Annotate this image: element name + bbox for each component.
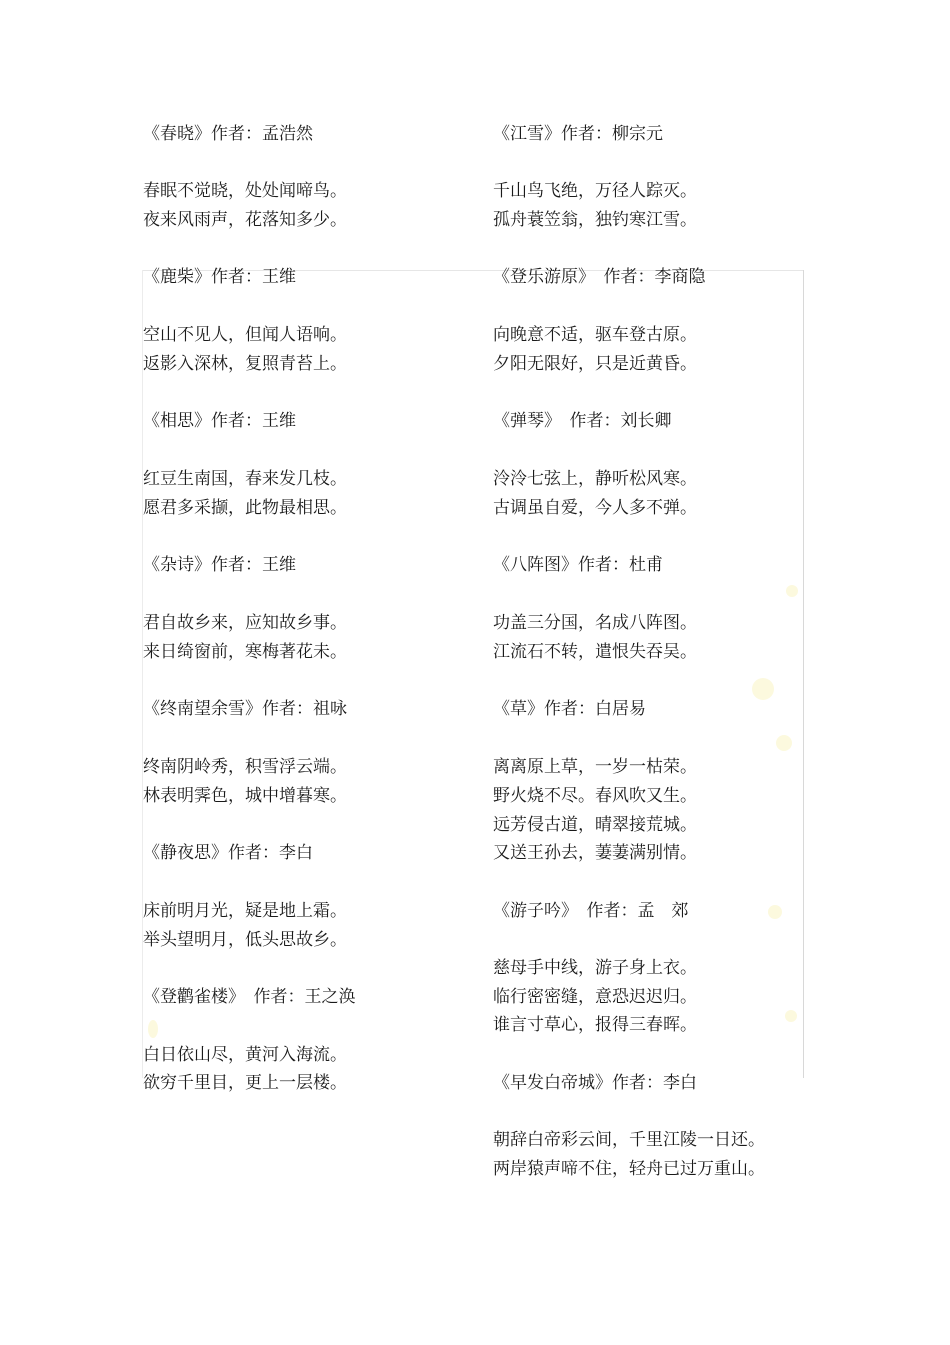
poem-line: 红豆生南国，春来发几枝。: [143, 469, 347, 489]
poem-title: 《草》作者：白居易: [493, 699, 646, 719]
scan-speckle: [768, 905, 782, 919]
scan-speckle: [785, 1010, 797, 1022]
poem-line: 林表明霁色，城中增暮寒。: [143, 786, 347, 806]
poem-line: 千山鸟飞绝，万径人踪灭。: [493, 181, 697, 201]
poem-line: 两岸猿声啼不住，轻舟已过万重山。: [493, 1159, 765, 1179]
poem-line: 春眠不觉晓，处处闻啼鸟。: [143, 181, 347, 201]
poem-line: 愿君多采撷，此物最相思。: [143, 498, 347, 518]
poem-title: 《早发白帝城》作者：李白: [493, 1073, 697, 1093]
poem-title: 《终南望余雪》作者：祖咏: [143, 699, 347, 719]
poem-line: 返影入深林，复照青苔上。: [143, 354, 347, 374]
poem-line: 临行密密缝，意恐迟迟归。: [493, 987, 697, 1007]
poem-line: 君自故乡来，应知故乡事。: [143, 613, 347, 633]
poem-line: 古调虽自爱，今人多不弹。: [493, 498, 697, 518]
poem-line: 来日绮窗前，寒梅著花未。: [143, 642, 347, 662]
scan-speckle: [786, 585, 798, 597]
poem-line: 谁言寸草心，报得三春晖。: [493, 1015, 697, 1035]
poem-line: 朝辞白帝彩云间，千里江陵一日还。: [493, 1130, 765, 1150]
scan-speckle: [148, 1020, 158, 1038]
poem-line: 功盖三分国，名成八阵图。: [493, 613, 697, 633]
scan-speckle: [752, 678, 774, 700]
poem-line: 欲穷千里目，更上一层楼。: [143, 1073, 347, 1093]
poem-title: 《鹿柴》作者：王维: [143, 267, 296, 287]
poem-title: 《登鹳雀楼》 作者：王之涣: [143, 987, 356, 1007]
frame-line-left: [142, 270, 143, 1078]
poem-title: 《杂诗》作者：王维: [143, 555, 296, 575]
poem-line: 床前明月光，疑是地上霜。: [143, 901, 347, 921]
scan-speckle: [776, 735, 792, 751]
poem-title: 《八阵图》作者：杜甫: [493, 555, 663, 575]
poem-title: 《静夜思》作者：李白: [143, 843, 313, 863]
poem-line: 离离原上草，一岁一枯荣。: [493, 757, 697, 777]
poem-line: 举头望明月，低头思故乡。: [143, 930, 347, 950]
frame-line-right: [803, 270, 804, 1078]
poem-line: 向晚意不适，驱车登古原。: [493, 325, 697, 345]
poem-title: 《登乐游原》 作者：李商隐: [493, 267, 706, 287]
poem-line: 孤舟蓑笠翁，独钓寒江雪。: [493, 210, 697, 230]
poem-line: 夕阳无限好，只是近黄昏。: [493, 354, 697, 374]
poem-title: 《相思》作者：王维: [143, 411, 296, 431]
poem-title: 《游子吟》 作者：孟 郊: [493, 901, 689, 921]
poem-line: 白日依山尽，黄河入海流。: [143, 1045, 347, 1065]
poem-title: 《弹琴》 作者：刘长卿: [493, 411, 672, 431]
poem-line: 又送王孙去，萋萋满别情。: [493, 843, 697, 863]
poem-line: 空山不见人，但闻人语响。: [143, 325, 347, 345]
poem-line: 江流石不转，遣恨失吞吴。: [493, 642, 697, 662]
poem-title: 《春晓》作者：孟浩然: [143, 124, 313, 144]
poem-title: 《江雪》作者：柳宗元: [493, 124, 663, 144]
poem-line: 终南阴岭秀，积雪浮云端。: [143, 757, 347, 777]
poem-line: 慈母手中线，游子身上衣。: [493, 958, 697, 978]
poem-line: 泠泠七弦上，静听松风寒。: [493, 469, 697, 489]
poem-line: 夜来风雨声，花落知多少。: [143, 210, 347, 230]
poem-line: 远芳侵古道，晴翠接荒城。: [493, 815, 697, 835]
poem-line: 野火烧不尽。春风吹又生。: [493, 786, 697, 806]
